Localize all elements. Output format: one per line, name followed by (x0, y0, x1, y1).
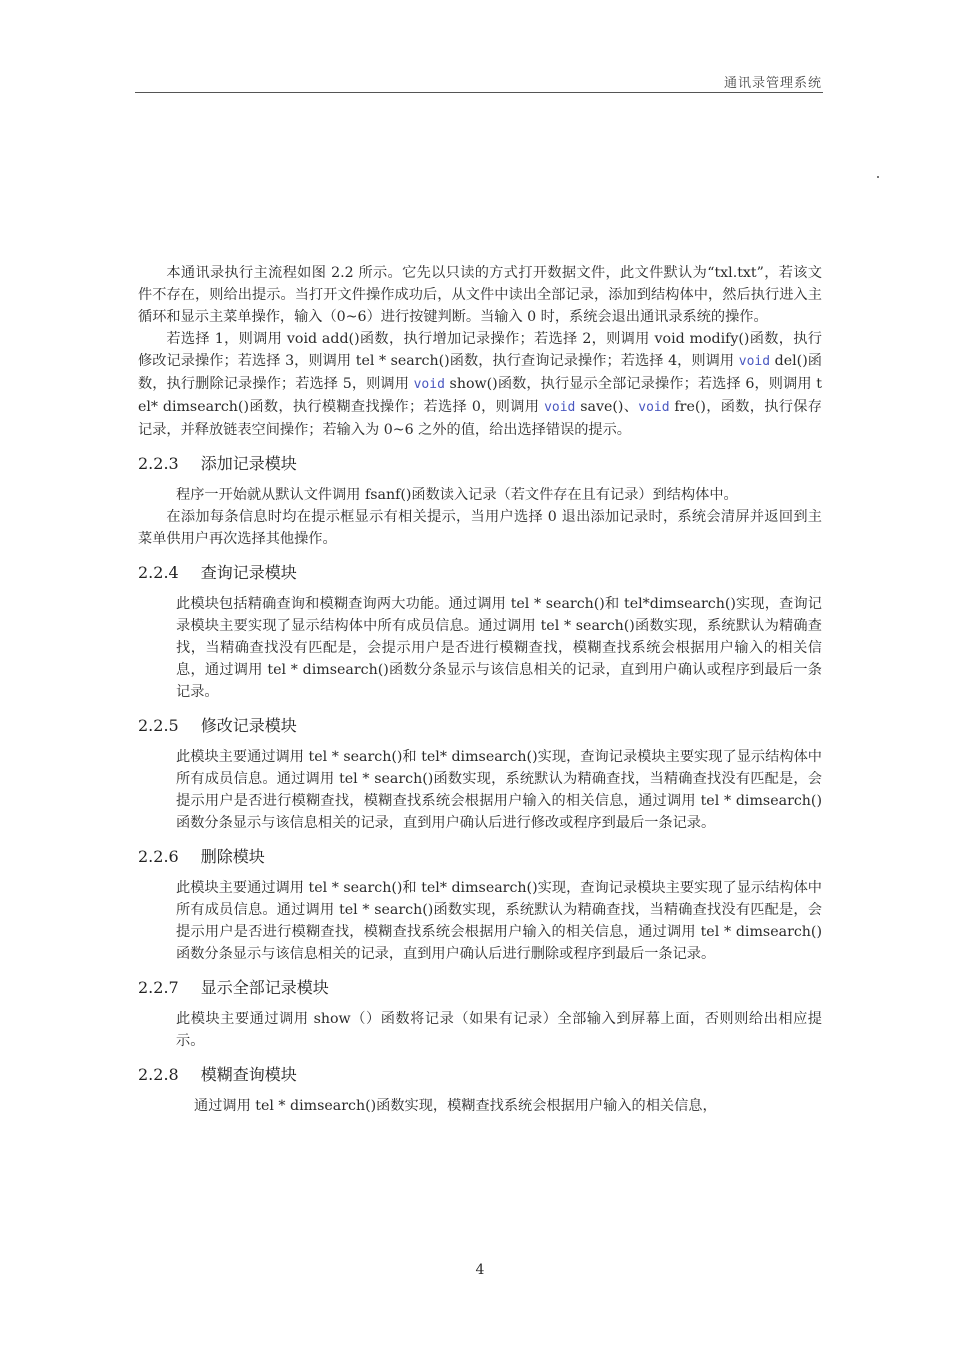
section-title: 删除模块 (200, 847, 265, 866)
section-heading (138, 976, 822, 1000)
section-title: 添加记录模块 (200, 454, 297, 473)
running-header: 通讯录管理系统 (723, 76, 822, 91)
intro-text: save()、 (575, 399, 639, 415)
section-title: 模糊查询模块 (200, 1065, 297, 1084)
intro-paragraph-2 (138, 328, 822, 441)
header-rule (135, 92, 823, 93)
keyword-void: void (738, 354, 771, 369)
section-number: 2.2.5 (138, 716, 179, 735)
section-paragraph: 在添加每条信息时均在提示框显示有相关提示，当用户选择 0 退出添加记录时，系统会清屏并返回到主菜单供用户再次选择其他操作。 (138, 509, 822, 547)
keyword-void: void (544, 400, 576, 415)
section-paragraph: 此模块包括精确查询和模糊查询两大功能。通过调用 tel * search()和 tel*dimsearch()实现，查询记录模块主要实现了显示结构体中所有成员信息。通过调用 tel * search()函数实现，系统默认为精确查找，当精确查找没有匹配是，会提示用户是否进行模糊查找，模糊查找系统会根据用户输入的相关信息，通过调用 tel * dimsearch()函数分条显示与该信息相关的记录，直到用户确认或程序到最后一条记录。 (176, 596, 822, 700)
section-number: 2.2.6 (138, 847, 179, 866)
section-paragraph: 此模块主要通过调用 tel * search()和 tel* dimsearch()实现，查询记录模块主要实现了显示结构体中所有成员信息。通过调用 tel * search()函数实现，系统默认为精确查找，当精确查找没有匹配是，会提示用户是否进行模糊查找，模糊查找系统会根据用户输入的相关信息，通过调用 tel * dimsearch()函数分条显示与该信息相关的记录，直到用户确认后进行删除或程序到最后一条记录。 (176, 880, 822, 962)
section-heading (138, 714, 822, 738)
page-number: 4 (475, 1262, 485, 1278)
section-number: 2.2.3 (138, 454, 179, 473)
section-title: 修改记录模块 (200, 716, 297, 735)
section-heading (138, 845, 822, 869)
intro-text: show()函数，执行显示全部记录操作；若选择 6，则调用 tel* dimsearch()函数，执行模糊查找操作；若选择 0，则调用 (138, 376, 822, 415)
section-title: 显示全部记录模块 (200, 978, 329, 997)
section-paragraph: 此模块主要通过调用 tel * search()和 tel* dimsearch()实现，查询记录模块主要实现了显示结构体中所有成员信息。通过调用 tel * search()函数实现，系统默认为精确查找，当精确查找没有匹配是，会提示用户是否进行模糊查找，模糊查找系统会根据用户输入的相关信息，通过调用 tel * dimsearch()函数分条显示与该信息相关的记录，直到用户确认后进行修改或程序到最后一条记录。 (176, 749, 822, 831)
keyword-void: void (638, 400, 670, 415)
section-title: 查询记录模块 (200, 563, 297, 582)
section-heading (138, 561, 822, 585)
keyword-void: void (413, 377, 445, 392)
section-heading (138, 1063, 822, 1087)
section-paragraph: 程序一开始就从默认文件调用 fsanf()函数读入记录（若文件存在且有记录）到结构体中。 (176, 487, 738, 503)
intro-text: fre()，函数，执行保存记录，并释放链表空间操作；若输入为 0~6 之外的值，给出选择错误的提示。 (138, 399, 822, 438)
section-paragraph: 通过调用 tel * dimsearch()函数实现，模糊查找系统会根据用户输入的相关信息， (194, 1098, 717, 1114)
section-number: 2.2.7 (138, 978, 179, 997)
section-number: 2.2.4 (138, 563, 179, 582)
section-number: 2.2.8 (138, 1065, 179, 1084)
main-body (138, 262, 822, 1117)
section-heading (138, 452, 822, 476)
scan-speck (877, 176, 879, 178)
intro-text: 若选择 1，则调用 void add()函数，执行增加记录操作；若选择 2，则调用 void modify()函数，执行修改记录操作；若选择 3，则调用 tel * search()函数，执行查询记录操作；若选择 4，则调用 (138, 331, 822, 369)
section-paragraph: 此模块主要通过调用 show（）函数将记录（如果有记录）全部输入到屏幕上面，否则则给出相应提示。 (176, 1011, 822, 1049)
intro-paragraph-1: 本通讯录执行主流程如图 2.2 所示。它先以只读的方式打开数据文件，此文件默认为“txl.txt”，若该文件不存在，则给出提示。当打开文件操作成功后，从文件中读出全部记录，添加到结构体中，然后执行进入主循环和显示主菜单操作，输入（0~6）进行按键判断。当输入 0 时，系统会退出通讯录系统的操作。 (138, 265, 822, 325)
intro-text: del()函数，执行删除记录操作；若选择 5，则调用 (138, 353, 822, 392)
